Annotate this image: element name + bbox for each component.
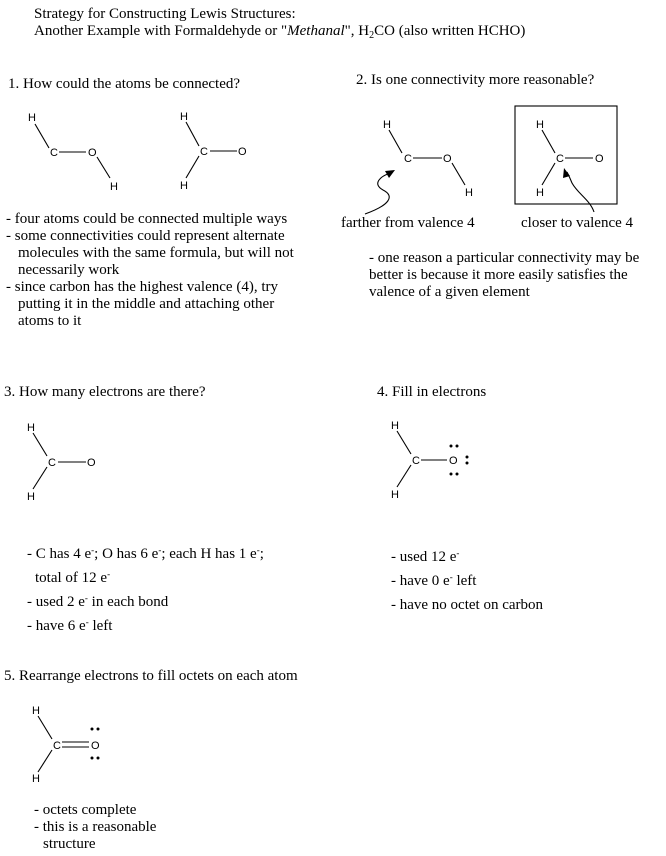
structure-2b [542, 130, 593, 185]
structure-3 [33, 433, 86, 489]
svg-text:C: C [556, 153, 564, 165]
label-closer: closer to valence 4 [521, 215, 634, 231]
arrow-farther [365, 173, 391, 214]
svg-text:C: C [404, 153, 412, 165]
step1-bullet-1: - four atoms could be connected multiple ways [6, 211, 288, 227]
structure-1b [186, 122, 237, 178]
step3-heading: 3. How many electrons are there? [4, 384, 206, 400]
svg-text:C: C [48, 457, 56, 469]
svg-text:H: H [536, 119, 544, 131]
svg-text:O: O [449, 455, 458, 467]
svg-text:O: O [87, 457, 96, 469]
step2-heading: 2. Is one connectivity more reasonable? [356, 72, 595, 88]
step2-note: - one reason a particular connectivity may be better is because it more easily satisfies the valence of a given element [369, 250, 640, 300]
svg-text:O: O [443, 153, 452, 165]
step4-heading: 4. Fill in electrons [377, 384, 487, 400]
svg-text:H: H [391, 420, 399, 432]
svg-text:H: H [27, 422, 35, 434]
svg-text:H: H [27, 491, 35, 503]
svg-text:H: H [180, 111, 188, 123]
svg-text:O: O [88, 147, 97, 159]
step3-line-1: - C has 4 e-; O has 6 e-; each H has 1 e-; [27, 545, 264, 562]
structure-2a [389, 130, 465, 185]
step5-heading: 5. Rearrange electrons to fill octets on each atom [4, 668, 298, 684]
svg-text:H: H [110, 181, 118, 193]
step3-line-4: - have 6 e- left [27, 617, 113, 634]
svg-text:H: H [28, 112, 36, 124]
step1-bullet-3: - since carbon has the highest valence (4), try putting it in the middle and attaching other atoms to it [6, 279, 278, 329]
step4-line-2: - have 0 e- left [391, 572, 477, 589]
svg-text:H: H [391, 489, 399, 501]
svg-text:H: H [180, 180, 188, 192]
svg-text:C: C [50, 147, 58, 159]
svg-text:H: H [536, 187, 544, 199]
label-farther: farther from valence 4 [341, 215, 475, 231]
svg-text:H: H [383, 119, 391, 131]
step4-line-3: - have no octet on carbon [391, 597, 544, 613]
step4-line-1: - used 12 e- [391, 548, 460, 565]
step1-bullet-2: - some connectivities could represent alternate molecules with the same formula, but will not necessarily work [6, 228, 294, 278]
title-line-2: Another Example with Formaldehyde or "Methanal", $H_2CO$ (also written HCHO) [34, 23, 526, 41]
step1-heading: 1. How could the atoms be connected? [8, 76, 241, 92]
svg-text:C: C [200, 146, 208, 158]
svg-text:O: O [238, 146, 247, 158]
svg-text:H: H [32, 773, 40, 785]
svg-text:H: H [465, 187, 473, 199]
step5-bullet-2: - this is a reasonable structure [34, 819, 157, 852]
structure-1a [35, 124, 110, 178]
svg-text:O: O [595, 153, 604, 165]
step5-bullet-1: - octets complete [34, 802, 137, 818]
svg-text:H: H [32, 705, 40, 717]
step3-line-2: total of 12 e- [35, 569, 111, 586]
structure-5 [38, 716, 89, 772]
svg-text:C: C [53, 740, 61, 752]
svg-text:C: C [412, 455, 420, 467]
step3-line-3: - used 2 e- in each bond [27, 593, 169, 610]
arrow-closer [567, 172, 594, 212]
title-line-1: Strategy for Constructing Lewis Structures: [34, 6, 296, 22]
svg-text:O: O [91, 740, 100, 752]
structure-4 [397, 431, 447, 487]
